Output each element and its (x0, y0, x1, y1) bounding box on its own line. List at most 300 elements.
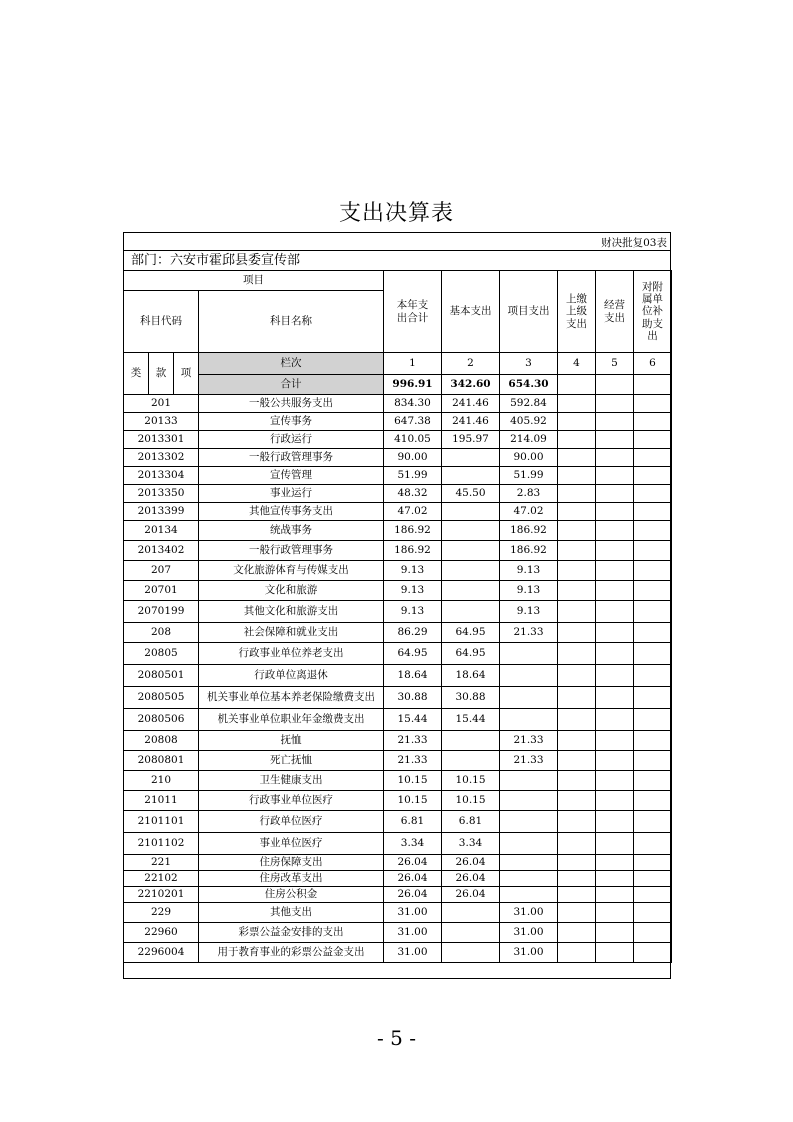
business-cell (596, 449, 634, 467)
subject-name-cell: 其他支出 (199, 903, 384, 923)
upper-cell (558, 833, 596, 855)
subject-name-cell: 行政单位医疗 (199, 811, 384, 833)
upper-cell (558, 871, 596, 887)
upper-cell (558, 709, 596, 731)
total-cell: 26.04 (384, 871, 442, 887)
col-number-4: 4 (558, 353, 596, 375)
business-cell (596, 887, 634, 903)
total-cell: 51.99 (384, 467, 442, 485)
total-row-total: 996.91 (384, 375, 442, 395)
project-cell: 2.83 (500, 485, 558, 503)
subject-code-cell: 20133 (124, 413, 199, 431)
subject-code-cell: 21011 (124, 791, 199, 811)
business-cell (596, 687, 634, 709)
subject-code-cell: 20808 (124, 731, 199, 751)
subject-name-cell: 其他文化和旅游支出 (199, 601, 384, 623)
upper-cell (558, 541, 596, 561)
total-cell: 186.92 (384, 521, 442, 541)
upper-cell (558, 413, 596, 431)
basic-cell (442, 943, 500, 963)
table-row (124, 561, 672, 581)
subsidy-cell (634, 665, 672, 687)
subsidy-cell (634, 731, 672, 751)
total-cell: 21.33 (384, 751, 442, 771)
table-row (124, 771, 672, 791)
business-cell (596, 503, 634, 521)
upper-cell (558, 771, 596, 791)
total-cell: 26.04 (384, 855, 442, 871)
total-row-upper (558, 375, 596, 395)
subject-code-cell: 201 (124, 395, 199, 413)
col-number-3: 3 (500, 353, 558, 375)
table-row (124, 791, 672, 811)
col-subsidy-line3: 位补 (642, 305, 663, 318)
col-project-header: 项目支出 (500, 271, 558, 353)
project-cell: 9.13 (500, 581, 558, 601)
total-cell: 9.13 (384, 581, 442, 601)
col-upper-line3: 支出 (566, 317, 587, 330)
table-row (124, 833, 672, 855)
business-cell (596, 871, 634, 887)
subject-code-header: 科目代码 (124, 291, 199, 353)
project-cell: 31.00 (500, 943, 558, 963)
subject-code-cell: 2013302 (124, 449, 199, 467)
subject-name-cell: 住房公积金 (199, 887, 384, 903)
business-cell (596, 601, 634, 623)
col-total-header (384, 271, 442, 353)
subject-code-cell: 2080801 (124, 751, 199, 771)
col-number-5: 5 (596, 353, 634, 375)
total-row-project: 654.30 (500, 375, 558, 395)
upper-cell (558, 581, 596, 601)
total-cell: 18.64 (384, 665, 442, 687)
business-cell (596, 413, 634, 431)
table-row (124, 751, 672, 771)
table-row (124, 943, 672, 963)
subject-code-cell: 207 (124, 561, 199, 581)
basic-cell: 64.95 (442, 623, 500, 643)
xiang-header: 项 (174, 353, 199, 395)
project-cell (500, 643, 558, 665)
total-cell: 9.13 (384, 601, 442, 623)
table-row (124, 871, 672, 887)
subsidy-cell (634, 503, 672, 521)
business-cell (596, 791, 634, 811)
table-row (124, 485, 672, 503)
upper-cell (558, 561, 596, 581)
subsidy-cell (634, 395, 672, 413)
subject-code-cell: 22102 (124, 871, 199, 887)
basic-cell (442, 503, 500, 521)
subsidy-cell (634, 431, 672, 449)
subject-name-cell: 一般公共服务支出 (199, 395, 384, 413)
project-cell: 51.99 (500, 467, 558, 485)
project-cell: 21.33 (500, 751, 558, 771)
subject-name-cell: 死亡抚恤 (199, 751, 384, 771)
table-row (124, 887, 672, 903)
total-cell: 47.02 (384, 503, 442, 521)
upper-cell (558, 687, 596, 709)
project-cell: 186.92 (500, 541, 558, 561)
subject-code-cell: 2080506 (124, 709, 199, 731)
subject-name-cell: 住房改革支出 (199, 871, 384, 887)
project-cell: 592.84 (500, 395, 558, 413)
basic-cell (442, 541, 500, 561)
total-cell: 26.04 (384, 887, 442, 903)
table-row (124, 731, 672, 751)
business-cell (596, 395, 634, 413)
basic-cell: 26.04 (442, 855, 500, 871)
basic-cell: 15.44 (442, 709, 500, 731)
subject-name-cell: 文化和旅游 (199, 581, 384, 601)
col-upper-header (558, 271, 596, 353)
total-cell: 21.33 (384, 731, 442, 751)
basic-cell: 30.88 (442, 687, 500, 709)
col-subsidy-line4: 助支 (642, 317, 663, 330)
subsidy-cell (634, 467, 672, 485)
basic-cell: 241.46 (442, 395, 500, 413)
subject-code-cell: 2101102 (124, 833, 199, 855)
project-cell: 47.02 (500, 503, 558, 521)
subsidy-cell (634, 943, 672, 963)
total-cell: 31.00 (384, 923, 442, 943)
col-subsidy-header (634, 271, 672, 353)
total-row-label: 合计 (199, 375, 384, 395)
business-cell (596, 923, 634, 943)
project-cell (500, 811, 558, 833)
business-cell (596, 833, 634, 855)
business-cell (596, 485, 634, 503)
upper-cell (558, 731, 596, 751)
table-row (124, 521, 672, 541)
form-number: 财决批复03表 (601, 237, 667, 249)
subsidy-cell (634, 521, 672, 541)
subsidy-cell (634, 771, 672, 791)
subject-name-cell: 其他宣传事务支出 (199, 503, 384, 521)
subject-code-cell: 221 (124, 855, 199, 871)
upper-cell (558, 431, 596, 449)
subsidy-cell (634, 751, 672, 771)
subject-name-cell: 事业运行 (199, 485, 384, 503)
upper-cell (558, 903, 596, 923)
subject-code-cell: 2013301 (124, 431, 199, 449)
project-cell (500, 887, 558, 903)
kuan-header: 款 (149, 353, 174, 395)
basic-cell (442, 467, 500, 485)
basic-cell: 6.81 (442, 811, 500, 833)
project-cell (500, 771, 558, 791)
business-cell (596, 431, 634, 449)
table-row (124, 709, 672, 731)
upper-cell (558, 643, 596, 665)
subsidy-cell (634, 541, 672, 561)
subsidy-cell (634, 643, 672, 665)
table-row (124, 431, 672, 449)
project-cell: 31.00 (500, 903, 558, 923)
subsidy-cell (634, 449, 672, 467)
project-cell (500, 687, 558, 709)
project-cell (500, 791, 558, 811)
project-cell (500, 709, 558, 731)
basic-cell: 18.64 (442, 665, 500, 687)
subsidy-cell (634, 601, 672, 623)
table-row (124, 601, 672, 623)
col-total-line2: 出合计 (396, 311, 429, 324)
subsidy-cell (634, 833, 672, 855)
total-cell: 6.81 (384, 811, 442, 833)
table-row (124, 855, 672, 871)
basic-cell: 241.46 (442, 413, 500, 431)
business-cell (596, 541, 634, 561)
basic-cell (442, 903, 500, 923)
subject-name-cell: 彩票公益金安排的支出 (199, 923, 384, 943)
subsidy-cell (634, 687, 672, 709)
business-cell (596, 855, 634, 871)
basic-cell (442, 731, 500, 751)
basic-cell: 195.97 (442, 431, 500, 449)
subject-name-cell: 机关事业单位基本养老保险缴费支出 (199, 687, 384, 709)
subject-name-cell: 行政单位离退休 (199, 665, 384, 687)
department-label: 部门：六安市霍邱县委宣传部 (123, 250, 671, 270)
subsidy-cell (634, 811, 672, 833)
lei-header: 类 (124, 353, 149, 395)
subject-code-cell: 2080505 (124, 687, 199, 709)
total-cell: 86.29 (384, 623, 442, 643)
lanci-header: 栏次 (199, 353, 384, 375)
col-subsidy-line1: 对附 (642, 281, 663, 294)
subject-name-cell: 宣传管理 (199, 467, 384, 485)
subject-code-cell: 208 (124, 623, 199, 643)
total-row-basic: 342.60 (442, 375, 500, 395)
business-cell (596, 643, 634, 665)
project-cell (500, 833, 558, 855)
total-row-subsidy (634, 375, 672, 395)
subsidy-cell (634, 923, 672, 943)
project-cell (500, 871, 558, 887)
basic-cell: 3.34 (442, 833, 500, 855)
total-cell: 9.13 (384, 561, 442, 581)
subject-name-cell: 抚恤 (199, 731, 384, 751)
total-cell: 10.15 (384, 791, 442, 811)
subsidy-cell (634, 791, 672, 811)
subject-name-cell: 事业单位医疗 (199, 833, 384, 855)
basic-cell: 45.50 (442, 485, 500, 503)
basic-cell (442, 521, 500, 541)
upper-cell (558, 521, 596, 541)
upper-cell (558, 623, 596, 643)
subject-name-cell: 一般行政管理事务 (199, 541, 384, 561)
subject-name-cell: 一般行政管理事务 (199, 449, 384, 467)
upper-cell (558, 811, 596, 833)
subject-code-cell: 2013350 (124, 485, 199, 503)
table-row (124, 643, 672, 665)
page-title: 支出决算表 (338, 201, 454, 226)
upper-cell (558, 665, 596, 687)
subject-name-header: 科目名称 (199, 291, 384, 353)
upper-cell (558, 601, 596, 623)
project-cell: 405.92 (500, 413, 558, 431)
subject-code-cell: 2080501 (124, 665, 199, 687)
business-cell (596, 561, 634, 581)
col-subsidy-line2: 属单 (642, 293, 663, 306)
project-cell: 21.33 (500, 731, 558, 751)
subject-code-cell: 2070199 (124, 601, 199, 623)
col-number-2: 2 (442, 353, 500, 375)
business-cell (596, 903, 634, 923)
subject-code-cell: 2296004 (124, 943, 199, 963)
total-cell: 90.00 (384, 449, 442, 467)
table-row (124, 541, 672, 561)
col-basic-header: 基本支出 (442, 271, 500, 353)
subject-name-cell: 用于教育事业的彩票公益金支出 (199, 943, 384, 963)
subsidy-cell (634, 709, 672, 731)
basic-cell: 64.95 (442, 643, 500, 665)
col-upper-line1: 上缴 (566, 293, 587, 306)
total-cell: 30.88 (384, 687, 442, 709)
project-cell: 21.33 (500, 623, 558, 643)
total-cell: 31.00 (384, 903, 442, 923)
business-cell (596, 581, 634, 601)
col-business-line1: 经营 (604, 299, 625, 312)
business-cell (596, 751, 634, 771)
business-cell (596, 521, 634, 541)
business-cell (596, 811, 634, 833)
table-row (124, 923, 672, 943)
total-cell: 48.32 (384, 485, 442, 503)
basic-cell: 10.15 (442, 791, 500, 811)
col-business-line2: 支出 (604, 311, 625, 324)
upper-cell (558, 467, 596, 485)
total-cell: 3.34 (384, 833, 442, 855)
table-row (124, 395, 672, 413)
subject-code-cell: 229 (124, 903, 199, 923)
upper-cell (558, 943, 596, 963)
subject-name-cell: 社会保障和就业支出 (199, 623, 384, 643)
subject-code-cell: 20701 (124, 581, 199, 601)
subject-name-cell: 文化旅游体育与传媒支出 (199, 561, 384, 581)
business-cell (596, 665, 634, 687)
col-total-line1: 本年支 (396, 299, 429, 312)
project-cell: 214.09 (500, 431, 558, 449)
subject-name-cell: 住房保障支出 (199, 855, 384, 871)
basic-cell: 10.15 (442, 771, 500, 791)
upper-cell (558, 503, 596, 521)
table-row (124, 581, 672, 601)
project-cell (500, 855, 558, 871)
upper-cell (558, 485, 596, 503)
subject-name-cell: 机关事业单位职业年金缴费支出 (199, 709, 384, 731)
project-cell: 90.00 (500, 449, 558, 467)
expenditure-table (123, 270, 672, 963)
table-row (124, 503, 672, 521)
upper-cell (558, 751, 596, 771)
subject-name-cell: 卫生健康支出 (199, 771, 384, 791)
project-cell: 31.00 (500, 923, 558, 943)
total-cell: 15.44 (384, 709, 442, 731)
total-cell: 410.05 (384, 431, 442, 449)
basic-cell (442, 923, 500, 943)
subsidy-cell (634, 485, 672, 503)
table-row (124, 687, 672, 709)
subsidy-cell (634, 581, 672, 601)
business-cell (596, 731, 634, 751)
table-row (124, 467, 672, 485)
col-number-6: 6 (634, 353, 672, 375)
subject-code-cell: 2013402 (124, 541, 199, 561)
upper-cell (558, 449, 596, 467)
table-row (124, 665, 672, 687)
subsidy-cell (634, 903, 672, 923)
project-cell: 9.13 (500, 601, 558, 623)
subject-code-cell: 2101101 (124, 811, 199, 833)
subject-code-cell: 20134 (124, 521, 199, 541)
col-number-1: 1 (384, 353, 442, 375)
subsidy-cell (634, 413, 672, 431)
upper-cell (558, 887, 596, 903)
project-cell: 9.13 (500, 561, 558, 581)
business-cell (596, 709, 634, 731)
subsidy-cell (634, 855, 672, 871)
col-upper-line2: 上级 (566, 305, 587, 318)
subject-code-cell: 2210201 (124, 887, 199, 903)
total-cell: 834.30 (384, 395, 442, 413)
upper-cell (558, 923, 596, 943)
total-cell: 186.92 (384, 541, 442, 561)
upper-cell (558, 855, 596, 871)
subject-name-cell: 行政事业单位养老支出 (199, 643, 384, 665)
subject-name-cell: 行政运行 (199, 431, 384, 449)
table-row (124, 449, 672, 467)
basic-cell (442, 751, 500, 771)
subject-name-cell: 统战事务 (199, 521, 384, 541)
page-number: - 5 - (377, 1026, 416, 1050)
upper-cell (558, 791, 596, 811)
total-row-business (596, 375, 634, 395)
project-header: 项目 (124, 271, 384, 291)
subsidy-cell (634, 561, 672, 581)
table-row (124, 811, 672, 833)
basic-cell (442, 449, 500, 467)
subsidy-cell (634, 623, 672, 643)
basic-cell (442, 601, 500, 623)
business-cell (596, 771, 634, 791)
business-cell (596, 467, 634, 485)
total-cell: 10.15 (384, 771, 442, 791)
basic-cell (442, 581, 500, 601)
subsidy-cell (634, 871, 672, 887)
business-cell (596, 623, 634, 643)
total-cell: 31.00 (384, 943, 442, 963)
upper-cell (558, 395, 596, 413)
basic-cell (442, 561, 500, 581)
subject-name-cell: 行政事业单位医疗 (199, 791, 384, 811)
subject-name-cell: 宣传事务 (199, 413, 384, 431)
subject-code-cell: 210 (124, 771, 199, 791)
col-business-header (596, 271, 634, 353)
project-cell (500, 665, 558, 687)
col-subsidy-line5: 出 (647, 329, 658, 342)
basic-cell: 26.04 (442, 887, 500, 903)
table-row (124, 413, 672, 431)
subject-code-cell: 2013399 (124, 503, 199, 521)
subject-code-cell: 2013304 (124, 467, 199, 485)
business-cell (596, 943, 634, 963)
table-row (124, 623, 672, 643)
project-cell: 186.92 (500, 521, 558, 541)
total-cell: 647.38 (384, 413, 442, 431)
subject-code-cell: 20805 (124, 643, 199, 665)
subject-code-cell: 22960 (124, 923, 199, 943)
